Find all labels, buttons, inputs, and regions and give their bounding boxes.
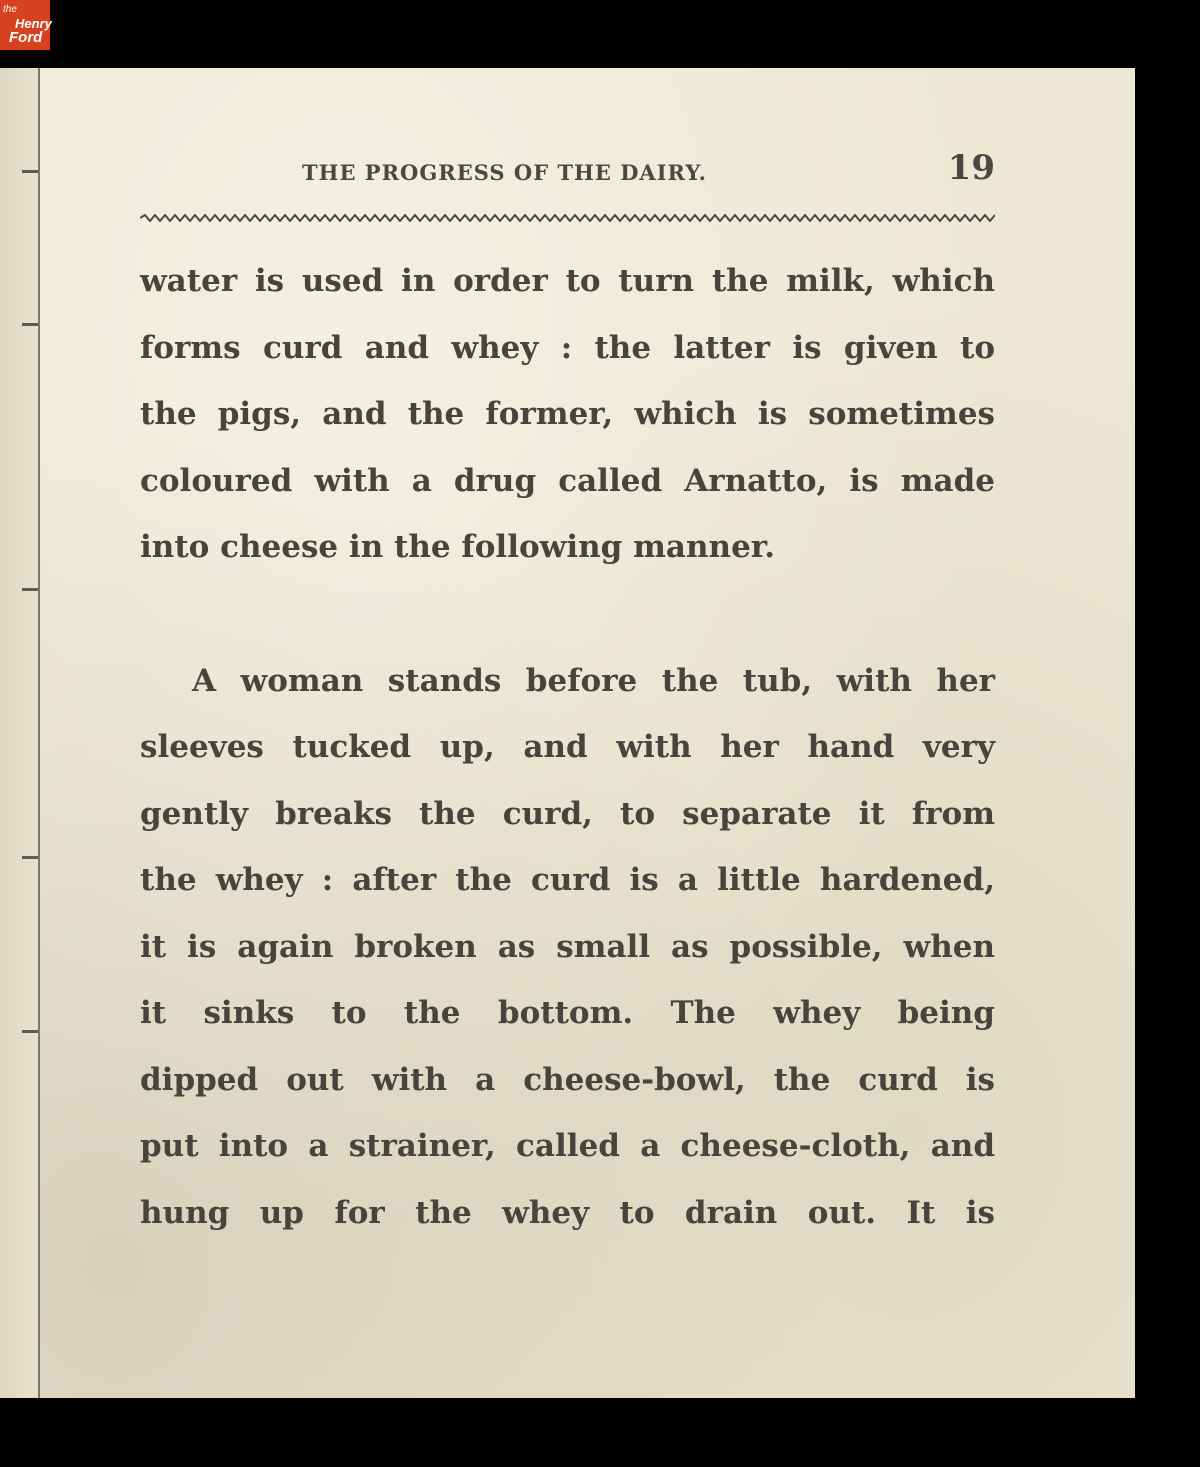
- scanned-page-viewport: [0, 68, 1135, 1398]
- text-line: the pigs, and the former, which is sometimes: [140, 396, 995, 432]
- text-line: it sinks to the bottom. The whey being: [140, 995, 995, 1031]
- text-line: dipped out with a cheese-bowl, the curd is: [140, 1061, 995, 1098]
- running-title: THE PROGRESS OF THE DAIRY.: [302, 160, 707, 185]
- text-line: A woman stands before the tub, with her: [192, 662, 995, 699]
- logo-the: the: [3, 4, 17, 15]
- henry-ford-logo: [0, 0, 50, 50]
- binding-stitch: [22, 588, 38, 591]
- text-line: hung up for the whey to drain out. It is: [140, 1194, 995, 1231]
- text-line: coloured with a drug called Arnatto, is made: [140, 462, 995, 499]
- text-line: put into a strainer, called a cheese-cloth, and: [140, 1128, 995, 1164]
- paragraph-2: [140, 648, 995, 1247]
- text-line: gently breaks the curd, to separate it from: [140, 795, 995, 832]
- text-line: water is used in order to turn the milk, which: [140, 263, 995, 299]
- book-binding-edge: [0, 68, 40, 1398]
- text-line: it is again broken as small as possible, when: [140, 928, 995, 965]
- text-line: into cheese in the following manner.: [140, 529, 776, 565]
- text-line: sleeves tucked up, and with her hand very: [140, 729, 995, 765]
- running-head: [140, 148, 995, 188]
- paragraph-1: [140, 248, 995, 581]
- text-line: forms curd and whey : the latter is given to: [140, 329, 995, 366]
- binding-stitch: [22, 170, 38, 173]
- page-number: 19: [947, 148, 995, 188]
- binding-stitch: [22, 856, 38, 859]
- ornamental-wavy-rule: [140, 214, 995, 222]
- logo-henry: Henry: [15, 16, 52, 31]
- logo-ford: Ford: [9, 29, 43, 46]
- body-text: [140, 248, 995, 1246]
- text-line: the whey : after the curd is a little hardened,: [140, 862, 995, 898]
- binding-stitch: [22, 323, 38, 326]
- book-page: [140, 148, 995, 1246]
- binding-stitch: [22, 1030, 38, 1033]
- paragraph-gap: [140, 581, 995, 648]
